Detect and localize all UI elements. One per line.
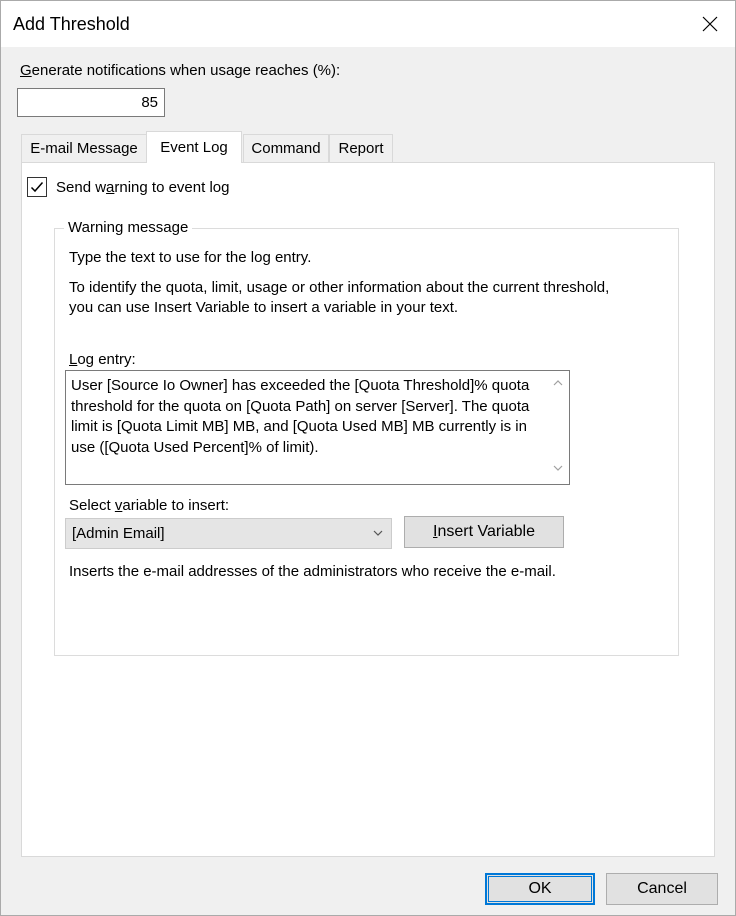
label-part: ariable to insert: bbox=[122, 497, 230, 514]
log-entry-label bbox=[69, 351, 136, 368]
button-accelerator: I bbox=[433, 523, 438, 540]
label-accelerator: L bbox=[69, 351, 78, 368]
threshold-label bbox=[20, 62, 340, 79]
ok-button-label: OK bbox=[528, 880, 552, 897]
threshold-percent-field[interactable] bbox=[18, 89, 164, 116]
threshold-percent-input[interactable] bbox=[17, 88, 165, 117]
cancel-button-label: Cancel bbox=[637, 880, 687, 897]
log-entry-instruction: Type the text to use for the log entry. bbox=[69, 249, 312, 266]
tab-event-log[interactable] bbox=[146, 131, 242, 163]
button-label: nsert Variable bbox=[437, 523, 535, 540]
select-variable-label bbox=[69, 497, 229, 514]
send-warning-checkbox[interactable] bbox=[27, 177, 47, 197]
send-warning-label[interactable] bbox=[56, 179, 229, 196]
tab-email-message[interactable] bbox=[21, 134, 147, 162]
label-part: Select bbox=[69, 497, 115, 514]
warning-message-group-title: Warning message bbox=[64, 219, 192, 236]
label-accelerator: a bbox=[106, 179, 115, 196]
title-bar bbox=[1, 1, 735, 47]
dialog-title: Add Threshold bbox=[13, 14, 130, 34]
label-part: rning to event log bbox=[114, 179, 230, 196]
tab-label: E-mail Message bbox=[30, 140, 138, 157]
checkmark-icon bbox=[30, 180, 44, 194]
variable-dropdown[interactable] bbox=[65, 518, 392, 549]
log-entry-textarea[interactable] bbox=[65, 370, 570, 485]
close-icon bbox=[702, 16, 718, 32]
insert-variable-button[interactable] bbox=[404, 516, 564, 548]
ok-button[interactable] bbox=[485, 873, 595, 905]
tab-command[interactable] bbox=[243, 134, 329, 162]
variable-instruction-line2: you can use Insert Variable to insert a variable in your text. bbox=[69, 299, 459, 316]
threshold-label-accelerator: G bbox=[20, 62, 32, 79]
cancel-button[interactable] bbox=[606, 873, 718, 905]
tab-label: Report bbox=[338, 140, 384, 157]
threshold-label-text: enerate notifications when usage reaches (%): bbox=[31, 62, 341, 79]
variable-description: Inserts the e-mail addresses of the administrators who receive the e-mail. bbox=[69, 563, 556, 580]
log-entry-text[interactable]: User [Source Io Owner] has exceeded the [Quota Threshold]% quota threshold for the quota on [Quota Path] on server [Server]. The quota limit is [Quota Limit MB] MB, and [Quota Used MB] MB currently is in use ([Quota Used Percent]% of limit). bbox=[71, 377, 530, 456]
close-button[interactable] bbox=[687, 3, 733, 45]
tab-report[interactable] bbox=[329, 134, 393, 162]
tab-label: Event Log bbox=[160, 139, 228, 156]
chevron-down-icon bbox=[373, 530, 383, 536]
variable-dropdown-value: [Admin Email] bbox=[72, 525, 165, 542]
variable-instruction-line1: To identify the quota, limit, usage or other information about the current threshold, bbox=[69, 279, 610, 296]
log-entry-scrollbar[interactable] bbox=[547, 371, 569, 484]
chevron-up-icon[interactable] bbox=[553, 380, 563, 386]
chevron-down-icon[interactable] bbox=[553, 465, 563, 471]
label-accelerator: v bbox=[114, 497, 123, 514]
label-part: Send w bbox=[56, 179, 107, 196]
label-part: og entry: bbox=[77, 351, 136, 368]
tab-label: Command bbox=[251, 140, 321, 157]
